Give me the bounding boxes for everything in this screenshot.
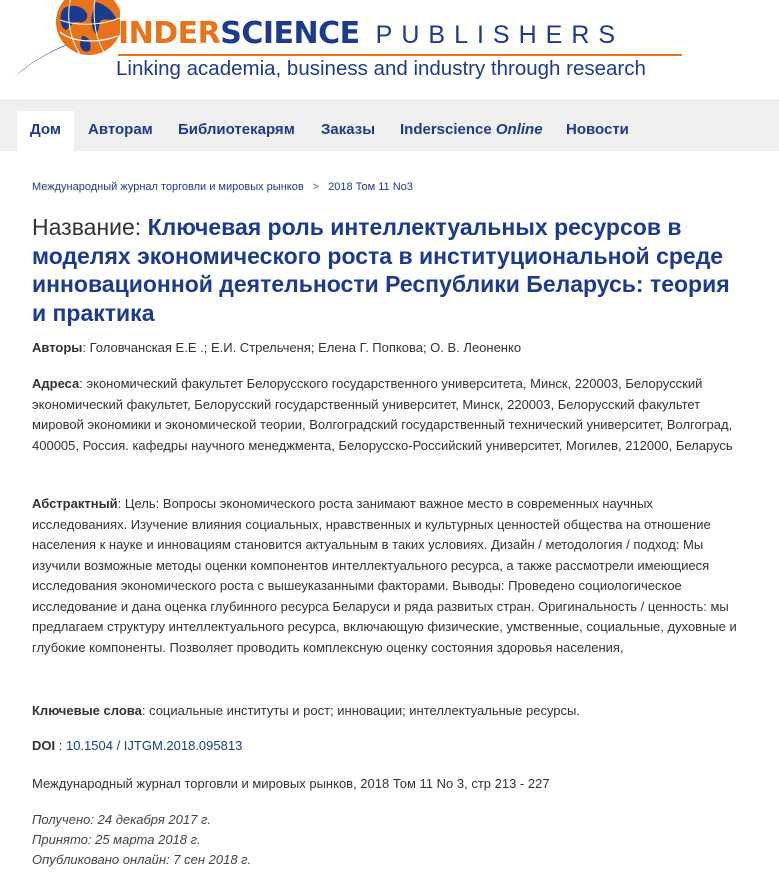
article-title	[32, 213, 744, 327]
main-nav	[0, 100, 779, 151]
keywords-label: Ключевые слова	[32, 703, 142, 718]
brand-publishers: PUBLISHERS	[375, 21, 625, 49]
authors-value: : Головчанская Е.Е .; Е.И. Стрельченя; Елена Г. Попкова; О. В. Леоненко	[82, 340, 522, 355]
globe-logo-icon[interactable]	[0, 0, 120, 100]
nav-librarians[interactable]: Библиотекарям	[178, 121, 295, 138]
breadcrumb-journal-link[interactable]: Международный журнал торговли и мировых рынков	[32, 181, 304, 193]
doi-field	[32, 736, 748, 757]
brand-wordmark[interactable]	[118, 16, 624, 51]
brand-inder: INDER	[118, 16, 221, 51]
addresses-field	[32, 374, 748, 456]
nav-orders[interactable]: Заказы	[321, 121, 376, 138]
brand-tagline: Linking academia, business and industry through research	[116, 57, 646, 80]
accepted-date: Принято: 25 марта 2018 г.	[32, 832, 201, 847]
abstract-label: Абстрактный	[32, 496, 118, 511]
addresses-label: Адреса	[32, 376, 80, 391]
brand-science: SCIENCE	[220, 16, 360, 51]
citation: Международный журнал торговли и мировых рынков, 2018 Том 11 No 3, стр 213 - 227	[32, 776, 550, 791]
nav-authors[interactable]: Авторам	[88, 121, 153, 138]
nav-online-suffix: Online	[495, 121, 543, 138]
doi-colon: :	[55, 738, 66, 753]
publication-dates	[32, 810, 251, 870]
site-header	[0, 0, 779, 100]
abstract-field	[32, 494, 748, 658]
abstract-value: : Цель: Вопросы экономического роста занимают важное место в современных научных исследованиях. Изучение влияния социальных, нравственных и культурных ценностей общества на отношение населения к науке и инновациям становится актуальным в таких условиях. Дизайн / методология / подход: Мы изучили возможные методы оценки компонентов интеллектуального ресурса, а также рассмотрели имеющиеся исследования экономического роста с вышеуказанными факторами. Выводы: Проведено социологическое исследование и дана оценка глубинного ресурса Беларуси и ряда развитых стран. Оригинальность / ценность: мы предлагаем структуру интеллектуального ресурса, включающую физические, умственные, социальные, духовные и глубокие компоненты. Позволяет проводить комплексную оценку состояния здоровья населения,	[32, 496, 737, 655]
brand-divider	[118, 54, 682, 56]
nav-home[interactable]: Дом	[17, 111, 74, 151]
breadcrumb-separator: >	[312, 181, 320, 193]
authors-field	[32, 338, 748, 359]
breadcrumb-issue-link[interactable]: 2018 Том 11 No3	[328, 181, 413, 193]
nav-news[interactable]: Новости	[566, 121, 629, 138]
received-date: Получено: 24 декабря 2017 г.	[32, 812, 211, 827]
nav-online-prefix: Inderscience	[400, 121, 492, 138]
keywords-field	[32, 701, 748, 722]
breadcrumb	[32, 181, 413, 193]
authors-label: Авторы	[32, 340, 83, 355]
published-date: Опубликовано онлайн: 7 сен 2018 г.	[32, 852, 252, 867]
title-text: Ключевая роль интеллектуальных ресурсов в моделях экономического роста в институциональной среде инновационной деятельности Республики Беларусь: теория и практика	[32, 214, 730, 326]
keywords-value: : социальные институты и рост; инновации; интеллектуальные ресурсы.	[141, 703, 580, 718]
doi-label: DOI	[32, 738, 56, 753]
nav-inderscience-online[interactable]	[400, 111, 543, 151]
title-label: Название:	[32, 214, 142, 240]
addresses-value: : экономический факультет Белорусского государственного университета, Минск, 220003, Белорусский экономический факультет, Белорусский государственный университет, Минск, 220003, Белорусский факультет мировой экономики и экономической теории, Волгоградский государственный технический университет, Волгоград, 400005, Россия. кафедры научного менеджмента, Белорусско-Российский университет, Могилев, 212000, Беларусь	[32, 376, 733, 453]
doi-link[interactable]: 10.1504 / IJTGM.2018.095813	[65, 738, 243, 753]
